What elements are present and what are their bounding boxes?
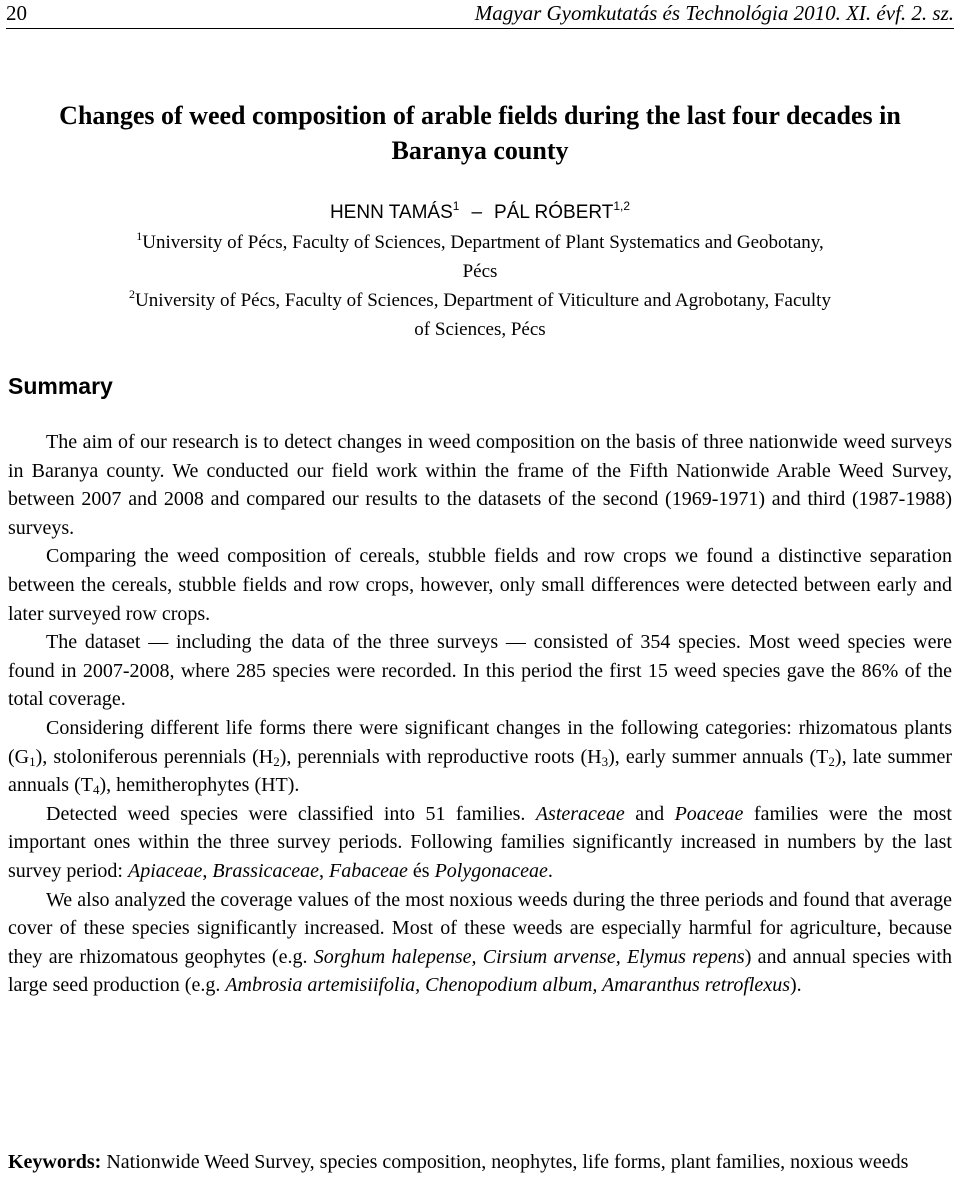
text-run: ). (789, 974, 802, 997)
text-run: és (407, 859, 435, 882)
text-run: . (547, 859, 553, 882)
affiliation-marker: 2 (129, 287, 136, 301)
affiliation-text-cont: Pécs (462, 261, 498, 282)
text-run: , (202, 859, 213, 882)
paper-title (0, 98, 960, 168)
page-number: 20 (6, 1, 27, 25)
affiliation-marker: 1 (136, 229, 143, 243)
summary-paragraph (8, 886, 952, 1000)
text-run: ), hemitherophytes (HT). (99, 774, 300, 797)
summary-paragraph: Comparing the weed composition of cereals, stubble fields and row crops we found a distinctive separation between the cereals, stubble fields and row crops, however, only small differences were detected between early and later surveyed row crops. (8, 545, 952, 625)
taxon-name: Poaceae (674, 802, 744, 825)
keywords-text: Nationwide Weed Survey, species composition, neophytes, life forms, plant families, noxious weeds (101, 1151, 909, 1173)
author-name: PÁL RÓBERT (494, 202, 614, 223)
summary-body (8, 428, 952, 1000)
subscript: 1 (29, 753, 36, 769)
title-line-1: Changes of weed composition of arable fields during the last four decades in (59, 101, 901, 130)
author-separator: – (471, 202, 483, 223)
text-run: and (624, 802, 675, 825)
taxon-name: Sorghum halepense, Cirsium arvense, Elymus repens (313, 945, 745, 968)
summary-heading: Summary (8, 373, 113, 399)
summary-paragraph (8, 714, 952, 800)
keywords-label: Keywords: (8, 1151, 102, 1173)
text-run: families were the most important ones within the three survey periods. Following families significantly increased in numbers by the last survey period: (8, 802, 952, 882)
text-run: We also analyzed the coverage values of the most noxious weeds during the three periods and found that average cover of these species significantly increased. Most of these weeds are especially harmful for agriculture, because they are rhizomatous geophytes (e.g. (8, 888, 952, 968)
text-run: ), stoloniferous perennials (H (35, 745, 274, 768)
author-affiliation-marker: 1 (452, 199, 460, 213)
taxon-name: Ambrosia artemisiifolia, Chenopodium album, Amaranthus retroflexus (225, 974, 790, 997)
affiliation-1 (10, 228, 950, 286)
summary-paragraph (8, 800, 952, 886)
text-run: ), perennials with reproductive roots (H (279, 745, 602, 768)
affiliation-text: University of Pécs, Faculty of Sciences, Department of Viticulture and Agrobotany, Faculty (135, 290, 831, 311)
subscript: 2 (828, 753, 835, 769)
author-affiliation-marker: 1,2 (613, 199, 631, 213)
text-run: ), early summer annuals (T (608, 745, 829, 768)
taxon-name: Brassicaceae (212, 859, 320, 882)
affiliation-2 (10, 286, 950, 344)
keywords (8, 1148, 938, 1177)
taxon-name: Asteraceae (535, 802, 625, 825)
subscript: 4 (92, 782, 100, 798)
text-run: Detected weed species were classified into 51 families. (46, 802, 536, 825)
subscript: 2 (273, 753, 280, 769)
taxon-name: Polygonaceae (434, 859, 548, 882)
summary-paragraph: The dataset — including the data of the three surveys — consisted of 354 species. Most weed species were found in 2007-2008, where 285 species were recorded. In this period the first 15 weed species gave the 86% of the total coverage. (8, 631, 952, 711)
subscript: 3 (601, 753, 609, 769)
author-list (0, 198, 960, 227)
affiliation-text: University of Pécs, Faculty of Sciences, Department of Plant Systematics and Geobotany, (142, 232, 824, 253)
taxon-name: Fabaceae (329, 859, 408, 882)
journal-name: Magyar Gyomkutatás és Technológia 2010. XI. évf. 2. sz. (474, 1, 954, 25)
text-run: ) and annual species with large seed production (e.g. (8, 945, 952, 997)
running-header (6, 0, 954, 29)
author-name: HENN TAMÁS (329, 202, 453, 223)
taxon-name: Apiaceae (127, 859, 203, 882)
text-run: , (319, 859, 330, 882)
text-run: Considering different life forms there were significant changes in the following categories: rhizomatous plants (G (8, 716, 952, 768)
affiliation-text-cont: of Sciences, Pécs (414, 319, 546, 340)
summary-paragraph: The aim of our research is to detect changes in weed composition on the basis of three nationwide weed surveys in Baranya county. We conducted our field work within the frame of the Fifth Nationwide Arable Weed Survey, between 2007 and 2008 and compared our results to the datasets of the second (1969-1971) and third (1987-1988) surveys. (8, 431, 952, 539)
text-run: ), late summer annuals (T (8, 745, 952, 797)
title-line-2: Baranya county (391, 136, 569, 165)
